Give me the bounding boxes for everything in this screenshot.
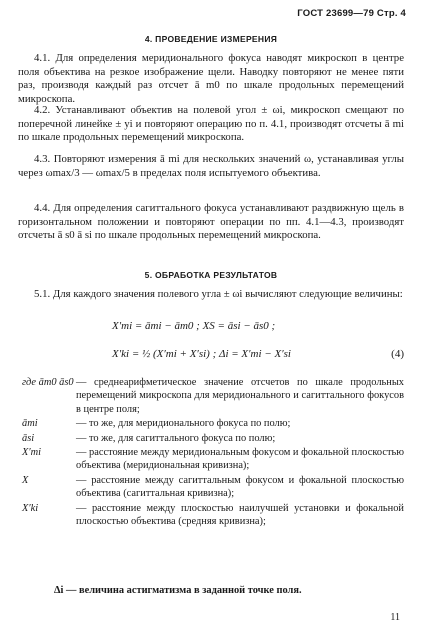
paragraph-4-3: 4.3. Повторяют измерения ā mi для нескольких значений ω, устанавливая углы через ωmax/3 — ωmax/5 в пределах поля испытуемого объектива. [18, 153, 404, 179]
astigmatism-definition: Δi — величина астигматизма в заданной точке поля. [54, 585, 302, 596]
definition-row [22, 446, 404, 473]
page-number: 11 [390, 612, 400, 623]
definition-row [22, 417, 404, 430]
equation-number: (4) [391, 348, 404, 360]
definition-row [22, 432, 404, 445]
definition-symbol: где ām0 ās0 [22, 377, 74, 388]
paragraph-4-2: 4.2. Устанавливают объектив на полевой угол ± ωi, микроскоп смещают по поперечной линейке ± yi и повторяют операцию по п. 4.1, производят отсчеты ā mi по шкале продольных перемещений микроскопа. [18, 104, 404, 144]
formula-curvature: X′mi = āmi − ām0 ; XS = āsi − ās0 ; [112, 320, 276, 332]
definition-row [22, 474, 404, 501]
definition-text: — расстояние между меридиональным фокусом и фокальной плоскостью объектива (меридиональная кривизна); [76, 447, 404, 472]
definitions-list [22, 376, 404, 529]
definition-row [22, 502, 404, 529]
definition-text: — то же, для сагиттального фокуса по полю; [76, 432, 276, 444]
definition-symbol: āsi [22, 432, 35, 444]
definition-symbol: X [22, 474, 29, 486]
paragraph-4-4: 4.4. Для определения сагиттального фокуса устанавливают раздвижную щель в горизонтальном положении и повторяют операции по пп. 4.1—4.3, производят отсчеты ā s0 ā si по шкале продольных перемещений микроскопа. [18, 202, 404, 242]
definition-symbol: X′ki [22, 502, 39, 514]
paragraph-5-1: 5.1. Для каждого значения полевого угла ± ωi вычисляют следующие величины: [34, 288, 403, 300]
definition-text: — расстояние между сагиттальным фокусом и фокальной плоскостью объектива (сагиттальная кривизна); [76, 474, 404, 500]
section-5-title: 5. ОБРАБОТКА РЕЗУЛЬТАТОВ [144, 270, 278, 280]
definition-row [22, 376, 404, 416]
definition-symbol: X′mi [22, 447, 42, 459]
definition-text: — то же, для меридионального фокуса по полю; [76, 418, 291, 430]
paragraph-4-1: 4.1. Для определения меридионального фокуса наводят микроскоп в центре поля объектива на резкое изображение щели. Наводку повторяют не менее пяти раз, производя каждый раз отсчет ā m0 по шкале продольных перемещений микроскопа. [18, 52, 404, 105]
standard-header: ГОСТ 23699—79 Стр. 4 [297, 8, 406, 19]
formula-astigmatism: X′ki = ½ (X′mi + X′si) ; Δi = X′mi − X′si [112, 348, 291, 360]
definition-symbol: āmi [22, 418, 38, 430]
definition-text: — расстояние между плоскостью наилучшей установки и фокальной плоскостью объектива (средняя кривизна); [76, 502, 404, 528]
definition-text: — среднеарифметическое значение отсчетов по шкале продольных перемещений микроскопа для меридионального и сагиттального фокусов в центре поля; [76, 377, 404, 415]
section-4-title: 4. ПРОВЕДЕНИЕ ИЗМЕРЕНИЯ [144, 34, 278, 44]
